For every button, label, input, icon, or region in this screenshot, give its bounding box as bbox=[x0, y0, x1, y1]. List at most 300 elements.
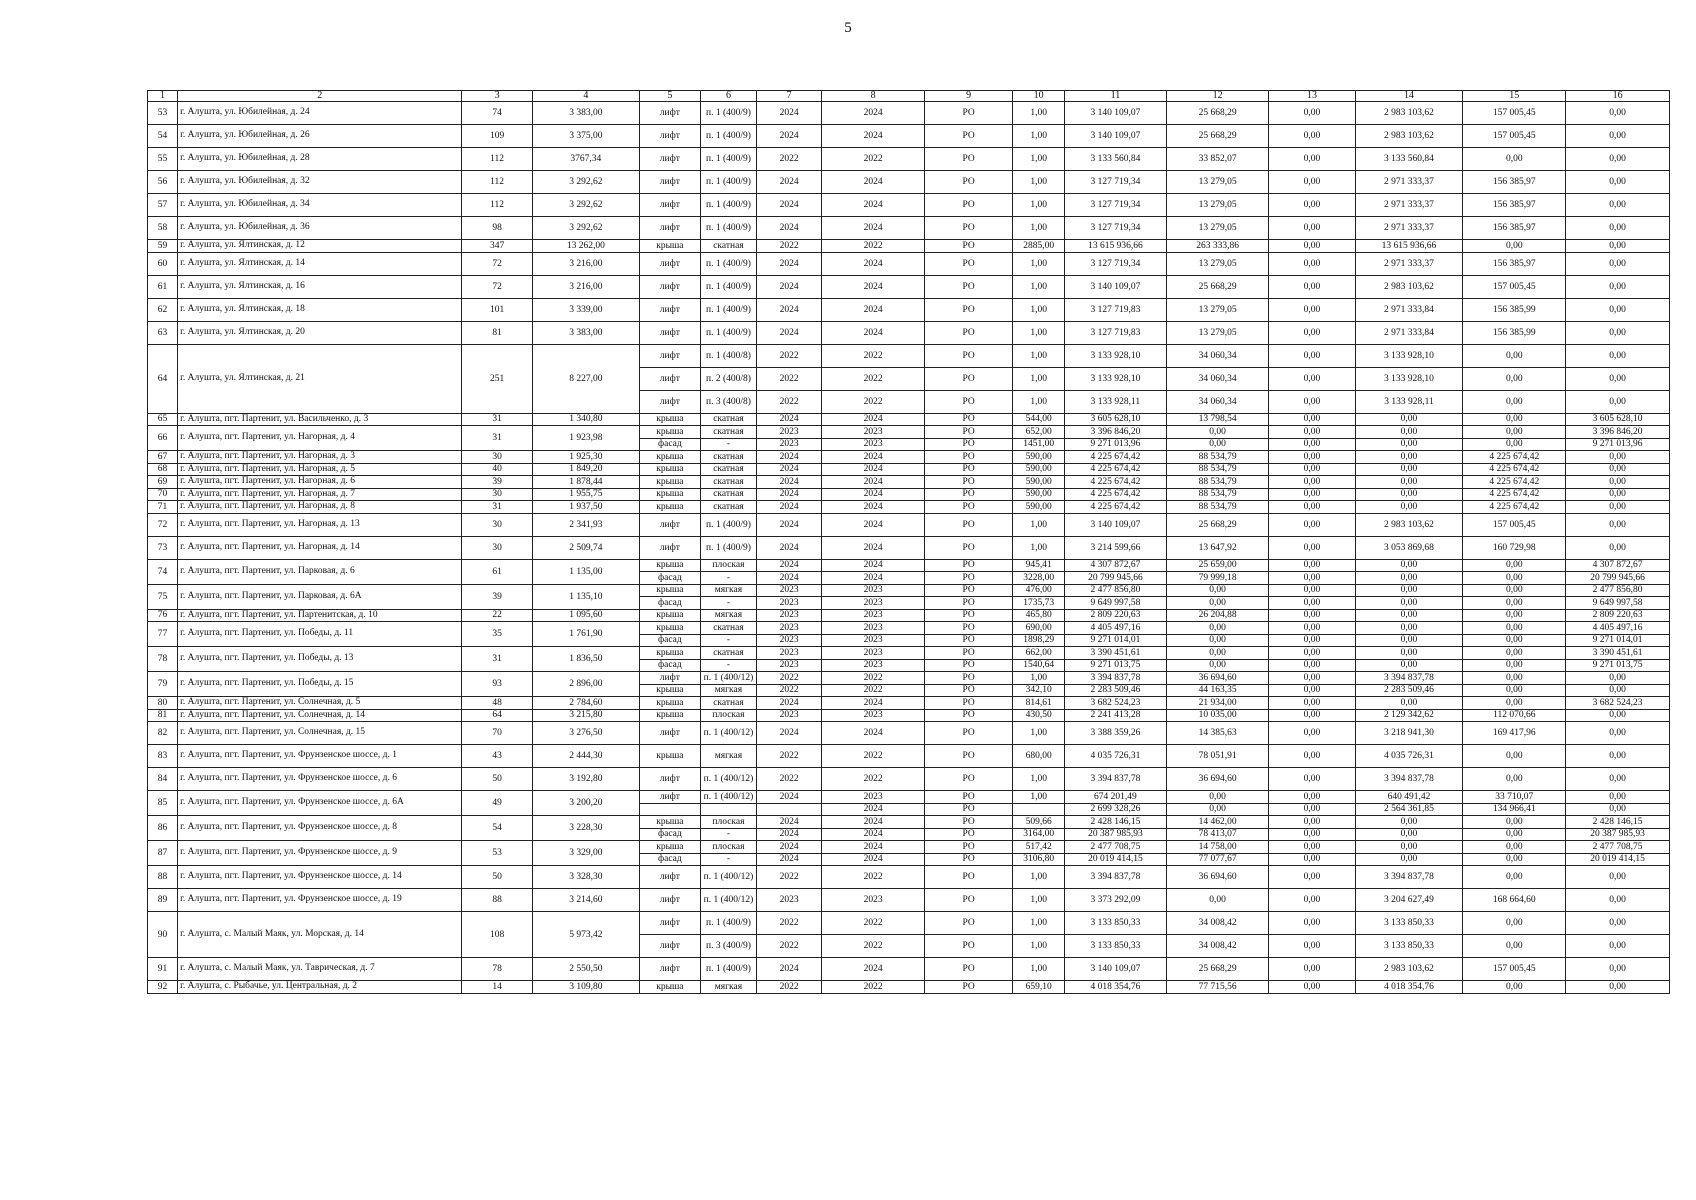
address-cell: г. Алушта, пгт. Партенит, ул. Парковая, д. 6 bbox=[178, 559, 462, 584]
specific-cost: 77 077,67 bbox=[1166, 853, 1269, 866]
fund-federal: 0,00 bbox=[1269, 841, 1355, 854]
year-planned: 2022 bbox=[756, 866, 821, 889]
specific-cost: 0,00 bbox=[1166, 889, 1269, 912]
total-cost: 3 133 928,10 bbox=[1065, 344, 1167, 367]
fund-local: 0,00 bbox=[1463, 841, 1566, 854]
fund-regional: 0,00 bbox=[1355, 659, 1463, 672]
apartments-cell: 112 bbox=[462, 171, 533, 194]
fund-local: 0,00 bbox=[1463, 981, 1566, 994]
total-cost: 3 682 524,23 bbox=[1065, 697, 1167, 710]
specific-cost: 34 060,34 bbox=[1166, 367, 1269, 390]
year-actual: 2024 bbox=[822, 171, 925, 194]
element-type: фасад bbox=[639, 853, 700, 866]
address-cell: г. Алушта, пгт. Партенит, ул. Солнечная, д. 14 bbox=[178, 709, 462, 722]
fund-local: 0,00 bbox=[1463, 584, 1566, 597]
year-planned: 2024 bbox=[756, 252, 821, 275]
year-actual: 2024 bbox=[822, 488, 925, 501]
address-cell: г. Алушта, ул. Юбилейная, д. 24 bbox=[178, 102, 462, 125]
fund-regional: 0,00 bbox=[1355, 816, 1463, 829]
volume: 1,00 bbox=[1013, 298, 1065, 321]
element-spec: скатная bbox=[700, 476, 756, 489]
year-actual: 2023 bbox=[822, 426, 925, 439]
fund-regional: 0,00 bbox=[1355, 572, 1463, 585]
table-row bbox=[148, 344, 1670, 367]
volume: 662,00 bbox=[1013, 647, 1065, 660]
element-spec: плоская bbox=[700, 559, 756, 572]
year-actual: 2024 bbox=[822, 194, 925, 217]
year-actual: 2024 bbox=[822, 559, 925, 572]
total-cost: 9 271 013,96 bbox=[1065, 438, 1167, 451]
address-cell: г. Алушта, пгт. Партенит, ул. Солнечная, д. 15 bbox=[178, 722, 462, 745]
total-cost: 3 127 719,34 bbox=[1065, 194, 1167, 217]
specific-cost: 0,00 bbox=[1166, 426, 1269, 439]
customer: РО bbox=[925, 390, 1013, 413]
address-cell: г. Алушта, пгт. Партенит, ул. Нагорная, д. 4 bbox=[178, 426, 462, 451]
year-planned: 2022 bbox=[756, 684, 821, 697]
fund-regional: 3 133 850,33 bbox=[1355, 912, 1463, 935]
table-row bbox=[148, 451, 1670, 464]
element-type: лифт bbox=[639, 252, 700, 275]
element-spec: плоская bbox=[700, 841, 756, 854]
address-cell: г. Алушта, пгт. Партенит, ул. Фрунзенское шоссе, д. 8 bbox=[178, 816, 462, 841]
year-planned: 2022 bbox=[756, 745, 821, 768]
area-cell: 1 836,50 bbox=[532, 647, 639, 672]
fund-regional: 3 133 850,33 bbox=[1355, 935, 1463, 958]
volume: 590,00 bbox=[1013, 501, 1065, 514]
year-planned: 2024 bbox=[756, 125, 821, 148]
volume: 1,00 bbox=[1013, 722, 1065, 745]
apartments-cell: 72 bbox=[462, 275, 533, 298]
element-spec: скатная bbox=[700, 413, 756, 426]
row-number: 53 bbox=[148, 102, 178, 125]
apartments-cell: 39 bbox=[462, 584, 533, 609]
specific-cost: 0,00 bbox=[1166, 647, 1269, 660]
table-row bbox=[148, 463, 1670, 476]
element-type: лифт bbox=[639, 536, 700, 559]
row-number: 81 bbox=[148, 709, 178, 722]
area-cell: 3 215,80 bbox=[532, 709, 639, 722]
year-planned: 2024 bbox=[756, 722, 821, 745]
fund-owners: 0,00 bbox=[1566, 709, 1670, 722]
volume: 659,10 bbox=[1013, 981, 1065, 994]
fund-federal: 0,00 bbox=[1269, 513, 1355, 536]
element-type: крыша bbox=[639, 709, 700, 722]
fund-federal: 0,00 bbox=[1269, 321, 1355, 344]
year-actual: 2023 bbox=[822, 709, 925, 722]
address-cell: г. Алушта, пгт. Партенит, ул. Победы, д. 15 bbox=[178, 672, 462, 697]
fund-regional: 0,00 bbox=[1355, 841, 1463, 854]
element-type: крыша bbox=[639, 841, 700, 854]
apartments-cell: 49 bbox=[462, 791, 533, 816]
year-actual: 2023 bbox=[822, 791, 925, 804]
customer: РО bbox=[925, 647, 1013, 660]
year-planned: 2024 bbox=[756, 536, 821, 559]
area-cell: 1 955,75 bbox=[532, 488, 639, 501]
header-row bbox=[148, 91, 1670, 102]
year-planned: 2024 bbox=[756, 572, 821, 585]
volume: 1,00 bbox=[1013, 321, 1065, 344]
row-number: 60 bbox=[148, 252, 178, 275]
year-actual: 2024 bbox=[822, 722, 925, 745]
volume: 590,00 bbox=[1013, 463, 1065, 476]
element-type: лифт bbox=[639, 912, 700, 935]
total-cost: 3 140 109,07 bbox=[1065, 102, 1167, 125]
area-cell: 3 328,30 bbox=[532, 866, 639, 889]
total-cost: 2 477 856,80 bbox=[1065, 584, 1167, 597]
specific-cost: 0,00 bbox=[1166, 791, 1269, 804]
total-cost: 2 241 413,28 bbox=[1065, 709, 1167, 722]
customer: РО bbox=[925, 912, 1013, 935]
total-cost: 3 140 109,07 bbox=[1065, 513, 1167, 536]
fund-owners: 0,00 bbox=[1566, 722, 1670, 745]
total-cost: 3 127 719,34 bbox=[1065, 171, 1167, 194]
element-type: фасад bbox=[639, 438, 700, 451]
row-number: 54 bbox=[148, 125, 178, 148]
element-spec: скатная bbox=[700, 451, 756, 464]
fund-local: 0,00 bbox=[1463, 816, 1566, 829]
fund-owners: 0,00 bbox=[1566, 194, 1670, 217]
year-actual: 2024 bbox=[822, 803, 925, 816]
year-planned: 2022 bbox=[756, 912, 821, 935]
table-row bbox=[148, 672, 1670, 685]
element-type: крыша bbox=[639, 240, 700, 253]
fund-local: 0,00 bbox=[1463, 413, 1566, 426]
fund-owners: 0,00 bbox=[1566, 367, 1670, 390]
year-actual: 2022 bbox=[822, 768, 925, 791]
address-cell: г. Алушта, пгт. Партенит, ул. Солнечная, д. 5 bbox=[178, 697, 462, 710]
customer: РО bbox=[925, 958, 1013, 981]
apartments-cell: 72 bbox=[462, 252, 533, 275]
fund-local: 0,00 bbox=[1463, 647, 1566, 660]
apartments-cell: 54 bbox=[462, 816, 533, 841]
element-spec: п. 1 (400/9) bbox=[700, 298, 756, 321]
total-cost: 3 133 850,33 bbox=[1065, 935, 1167, 958]
year-planned: 2024 bbox=[756, 513, 821, 536]
fund-federal: 0,00 bbox=[1269, 463, 1355, 476]
element-type: крыша bbox=[639, 647, 700, 660]
volume: 1,00 bbox=[1013, 958, 1065, 981]
fund-owners: 4 307 872,67 bbox=[1566, 559, 1670, 572]
fund-regional: 0,00 bbox=[1355, 559, 1463, 572]
area-cell: 3 383,00 bbox=[532, 321, 639, 344]
fund-owners: 0,00 bbox=[1566, 321, 1670, 344]
apartments-cell: 78 bbox=[462, 958, 533, 981]
area-cell: 3 276,50 bbox=[532, 722, 639, 745]
volume: 590,00 bbox=[1013, 451, 1065, 464]
customer: РО bbox=[925, 791, 1013, 804]
apartments-cell: 347 bbox=[462, 240, 533, 253]
area-cell: 2 509,74 bbox=[532, 536, 639, 559]
fund-federal: 0,00 bbox=[1269, 634, 1355, 647]
volume: 430,50 bbox=[1013, 709, 1065, 722]
address-cell: г. Алушта, пгт. Партенит, ул. Парковая, д. 6А bbox=[178, 584, 462, 609]
customer: РО bbox=[925, 816, 1013, 829]
fund-federal: 0,00 bbox=[1269, 709, 1355, 722]
fund-regional: 2 971 333,37 bbox=[1355, 217, 1463, 240]
element-type: лифт bbox=[639, 217, 700, 240]
year-actual: 2024 bbox=[822, 958, 925, 981]
element-type: крыша bbox=[639, 584, 700, 597]
total-cost: 4 225 674,42 bbox=[1065, 476, 1167, 489]
row-number: 64 bbox=[148, 344, 178, 413]
fund-owners: 0,00 bbox=[1566, 912, 1670, 935]
customer: РО bbox=[925, 981, 1013, 994]
volume: 1,00 bbox=[1013, 102, 1065, 125]
element-type: лифт bbox=[639, 125, 700, 148]
fund-local: 0,00 bbox=[1463, 367, 1566, 390]
year-actual: 2022 bbox=[822, 684, 925, 697]
customer: РО bbox=[925, 426, 1013, 439]
element-spec: п. 1 (400/12) bbox=[700, 768, 756, 791]
fund-regional: 3 133 560,84 bbox=[1355, 148, 1463, 171]
table-row bbox=[148, 476, 1670, 489]
volume: 509,66 bbox=[1013, 816, 1065, 829]
year-planned: 2023 bbox=[756, 622, 821, 635]
fund-owners: 0,00 bbox=[1566, 451, 1670, 464]
apartments-cell: 30 bbox=[462, 513, 533, 536]
fund-owners: 0,00 bbox=[1566, 390, 1670, 413]
address-cell: г. Алушта, ул. Ялтинская, д. 12 bbox=[178, 240, 462, 253]
apartments-cell: 98 bbox=[462, 217, 533, 240]
volume: 465,80 bbox=[1013, 609, 1065, 622]
fund-owners: 9 271 013,96 bbox=[1566, 438, 1670, 451]
address-cell: г. Алушта, ул. Ялтинская, д. 14 bbox=[178, 252, 462, 275]
specific-cost: 88 534,79 bbox=[1166, 476, 1269, 489]
table-row bbox=[148, 609, 1670, 622]
row-number: 92 bbox=[148, 981, 178, 994]
fund-federal: 0,00 bbox=[1269, 584, 1355, 597]
volume: 1,00 bbox=[1013, 390, 1065, 413]
year-planned: 2024 bbox=[756, 791, 821, 804]
specific-cost: 88 534,79 bbox=[1166, 463, 1269, 476]
customer: РО bbox=[925, 367, 1013, 390]
fund-federal: 0,00 bbox=[1269, 622, 1355, 635]
element-spec: плоская bbox=[700, 709, 756, 722]
specific-cost: 10 035,00 bbox=[1166, 709, 1269, 722]
address-cell: г. Алушта, ул. Ялтинская, д. 18 bbox=[178, 298, 462, 321]
address-cell: г. Алушта, ул. Ялтинская, д. 16 bbox=[178, 275, 462, 298]
fund-regional: 2 564 361,85 bbox=[1355, 803, 1463, 816]
total-cost: 4 225 674,42 bbox=[1065, 451, 1167, 464]
fund-owners: 3 605 628,10 bbox=[1566, 413, 1670, 426]
specific-cost: 33 852,07 bbox=[1166, 148, 1269, 171]
element-type: фасад bbox=[639, 572, 700, 585]
table-row bbox=[148, 647, 1670, 660]
fund-owners: 0,00 bbox=[1566, 488, 1670, 501]
fund-owners: 9 271 013,75 bbox=[1566, 659, 1670, 672]
customer: РО bbox=[925, 935, 1013, 958]
fund-regional: 0,00 bbox=[1355, 413, 1463, 426]
fund-owners: 0,00 bbox=[1566, 252, 1670, 275]
fund-regional: 3 394 837,78 bbox=[1355, 672, 1463, 685]
fund-federal: 0,00 bbox=[1269, 659, 1355, 672]
year-actual: 2023 bbox=[822, 609, 925, 622]
customer: РО bbox=[925, 252, 1013, 275]
area-cell: 3 216,00 bbox=[532, 252, 639, 275]
fund-owners: 0,00 bbox=[1566, 768, 1670, 791]
year-actual: 2022 bbox=[822, 390, 925, 413]
fund-owners: 0,00 bbox=[1566, 672, 1670, 685]
year-actual: 2024 bbox=[822, 853, 925, 866]
apartments-cell: 101 bbox=[462, 298, 533, 321]
year-actual: 2024 bbox=[822, 816, 925, 829]
address-cell: г. Алушта, с. Рыбачье, ул. Центральная, д. 2 bbox=[178, 981, 462, 994]
fund-owners: 0,00 bbox=[1566, 463, 1670, 476]
fund-local: 112 070,66 bbox=[1463, 709, 1566, 722]
area-cell: 3 329,00 bbox=[532, 841, 639, 866]
element-spec: п. 1 (400/9) bbox=[700, 275, 756, 298]
row-number: 63 bbox=[148, 321, 178, 344]
fund-owners: 0,00 bbox=[1566, 501, 1670, 514]
fund-federal: 0,00 bbox=[1269, 935, 1355, 958]
year-actual: 2024 bbox=[822, 321, 925, 344]
element-spec: п. 2 (400/8) bbox=[700, 367, 756, 390]
table-row bbox=[148, 709, 1670, 722]
apartments-cell: 112 bbox=[462, 148, 533, 171]
table-row bbox=[148, 981, 1670, 994]
fund-owners: 0,00 bbox=[1566, 344, 1670, 367]
total-cost: 3 133 928,10 bbox=[1065, 367, 1167, 390]
row-number: 90 bbox=[148, 912, 178, 958]
year-planned: 2024 bbox=[756, 413, 821, 426]
table-row bbox=[148, 501, 1670, 514]
element-spec: скатная bbox=[700, 697, 756, 710]
customer: РО bbox=[925, 413, 1013, 426]
fund-federal: 0,00 bbox=[1269, 426, 1355, 439]
fund-regional: 0,00 bbox=[1355, 476, 1463, 489]
fund-local: 156 385,97 bbox=[1463, 252, 1566, 275]
year-actual: 2024 bbox=[822, 463, 925, 476]
address-cell: г. Алушта, пгт. Партенит, ул. Васильченко, д. 3 bbox=[178, 413, 462, 426]
row-number: 70 bbox=[148, 488, 178, 501]
total-cost: 3 140 109,07 bbox=[1065, 958, 1167, 981]
year-actual: 2024 bbox=[822, 501, 925, 514]
volume: 1,00 bbox=[1013, 344, 1065, 367]
fund-owners: 2 428 146,15 bbox=[1566, 816, 1670, 829]
year-planned: 2023 bbox=[756, 709, 821, 722]
element-type: фасад bbox=[639, 597, 700, 610]
volume: 1,00 bbox=[1013, 367, 1065, 390]
element-spec: п. 1 (400/9) bbox=[700, 958, 756, 981]
element-type: крыша bbox=[639, 501, 700, 514]
address-cell: г. Алушта, с. Малый Маяк, ул. Морская, д. 14 bbox=[178, 912, 462, 958]
element-spec: п. 1 (400/9) bbox=[700, 148, 756, 171]
address-cell: г. Алушта, пгт. Партенит, ул. Нагорная, д. 13 bbox=[178, 513, 462, 536]
customer: РО bbox=[925, 513, 1013, 536]
customer: РО bbox=[925, 709, 1013, 722]
fund-federal: 0,00 bbox=[1269, 745, 1355, 768]
customer: РО bbox=[925, 609, 1013, 622]
total-cost: 4 225 674,42 bbox=[1065, 463, 1167, 476]
column-header-14: 14 bbox=[1355, 91, 1463, 102]
fund-local: 4 225 674,42 bbox=[1463, 463, 1566, 476]
year-actual: 2024 bbox=[822, 413, 925, 426]
customer: РО bbox=[925, 148, 1013, 171]
row-number: 84 bbox=[148, 768, 178, 791]
column-header-1: 1 bbox=[148, 91, 178, 102]
table-row bbox=[148, 513, 1670, 536]
fund-local: 0,00 bbox=[1463, 572, 1566, 585]
specific-cost: 36 694,60 bbox=[1166, 768, 1269, 791]
specific-cost: 21 934,00 bbox=[1166, 697, 1269, 710]
total-cost: 13 615 936,66 bbox=[1065, 240, 1167, 253]
fund-local: 156 385,99 bbox=[1463, 298, 1566, 321]
apartments-cell: 40 bbox=[462, 463, 533, 476]
fund-regional: 2 971 333,84 bbox=[1355, 298, 1463, 321]
total-cost: 3 127 719,34 bbox=[1065, 252, 1167, 275]
fund-federal: 0,00 bbox=[1269, 647, 1355, 660]
total-cost: 3 396 846,20 bbox=[1065, 426, 1167, 439]
specific-cost: 14 385,63 bbox=[1166, 722, 1269, 745]
area-cell: 3767,34 bbox=[532, 148, 639, 171]
area-cell: 3 228,30 bbox=[532, 816, 639, 841]
fund-regional: 2 983 103,62 bbox=[1355, 102, 1463, 125]
element-spec: скатная bbox=[700, 647, 756, 660]
year-actual: 2024 bbox=[822, 841, 925, 854]
customer: РО bbox=[925, 217, 1013, 240]
element-spec: п. 1 (400/9) bbox=[700, 912, 756, 935]
fund-federal: 0,00 bbox=[1269, 194, 1355, 217]
year-actual: 2024 bbox=[822, 125, 925, 148]
element-type: крыша bbox=[639, 559, 700, 572]
row-number: 88 bbox=[148, 866, 178, 889]
element-spec: скатная bbox=[700, 426, 756, 439]
address-cell: г. Алушта, ул. Юбилейная, д. 26 bbox=[178, 125, 462, 148]
fund-regional: 0,00 bbox=[1355, 438, 1463, 451]
customer: РО bbox=[925, 659, 1013, 672]
table-row bbox=[148, 791, 1670, 804]
volume: 1451,00 bbox=[1013, 438, 1065, 451]
row-number: 79 bbox=[148, 672, 178, 697]
year-actual: 2022 bbox=[822, 148, 925, 171]
element-type: лифт bbox=[639, 672, 700, 685]
element-spec: плоская bbox=[700, 816, 756, 829]
specific-cost: 25 668,29 bbox=[1166, 125, 1269, 148]
address-cell: г. Алушта, ул. Юбилейная, д. 34 bbox=[178, 194, 462, 217]
fund-owners: 0,00 bbox=[1566, 275, 1670, 298]
total-cost: 3 390 451,61 bbox=[1065, 647, 1167, 660]
volume: 945,41 bbox=[1013, 559, 1065, 572]
total-cost: 9 271 013,75 bbox=[1065, 659, 1167, 672]
element-type: лифт bbox=[639, 344, 700, 367]
volume: 814,61 bbox=[1013, 697, 1065, 710]
customer: РО bbox=[925, 102, 1013, 125]
apartments-cell: 70 bbox=[462, 722, 533, 745]
row-number: 56 bbox=[148, 171, 178, 194]
fund-federal: 0,00 bbox=[1269, 889, 1355, 912]
year-planned: 2023 bbox=[756, 647, 821, 660]
table-row bbox=[148, 252, 1670, 275]
table-row bbox=[148, 958, 1670, 981]
element-spec: п. 3 (400/8) bbox=[700, 390, 756, 413]
customer: РО bbox=[925, 171, 1013, 194]
year-planned: 2022 bbox=[756, 148, 821, 171]
fund-local: 0,00 bbox=[1463, 853, 1566, 866]
customer: РО bbox=[925, 697, 1013, 710]
customer: РО bbox=[925, 125, 1013, 148]
total-cost: 2 699 328,26 bbox=[1065, 803, 1167, 816]
area-cell: 2 341,93 bbox=[532, 513, 639, 536]
apartments-cell: 35 bbox=[462, 622, 533, 647]
year-planned: 2024 bbox=[756, 958, 821, 981]
row-number: 83 bbox=[148, 745, 178, 768]
address-cell: г. Алушта, ул. Ялтинская, д. 21 bbox=[178, 344, 462, 413]
area-cell: 2 550,50 bbox=[532, 958, 639, 981]
volume: 1540,64 bbox=[1013, 659, 1065, 672]
table-row bbox=[148, 912, 1670, 935]
column-header-12: 12 bbox=[1166, 91, 1269, 102]
fund-regional: 0,00 bbox=[1355, 426, 1463, 439]
